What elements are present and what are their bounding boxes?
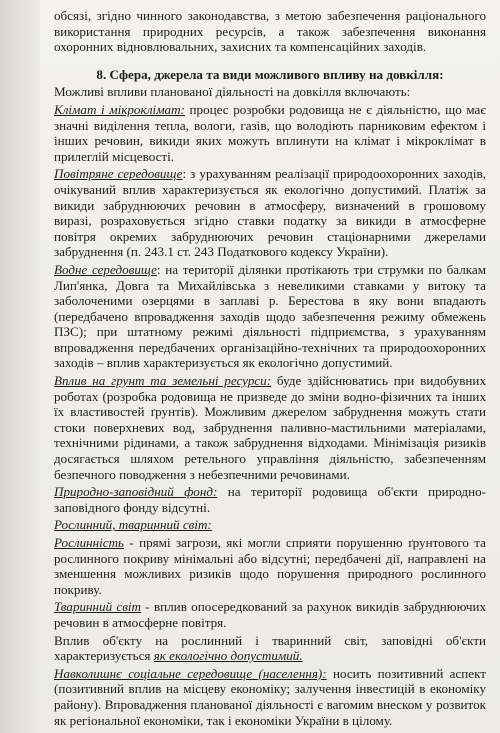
item-term: Повітряне середовище (54, 166, 183, 182)
lead-text: Можливі впливи планованої діяльності на довкілля включають: (54, 84, 411, 100)
item-air (54, 166, 486, 260)
page-fold-shadow (0, 0, 40, 733)
item-term: Рослинність (54, 535, 124, 550)
intro-paragraph: обсязі, згідно чинного законодавства, з метою забезпечення раціонального використання природних ресурсів, а також забезпечення виконання охоронних відновлювальних, захисних та компенсаційних заходів. (54, 8, 486, 55)
item-tail: як екологічно допустимий. (153, 648, 303, 664)
item-text: на території родовища об'єкти природно-заповідного фонду відсутні. (54, 484, 486, 515)
item-text: - прямі загрози, які могли сприяти порушенню ґрунтового та рослинного покриву мінімальні або відсутні; передбачені дії, направлені на зменшення можливих ризиків щодо порушення природного рослинного покриву. (54, 535, 486, 597)
item-term: Клімат і мікроклімат: (54, 101, 185, 117)
section-title: 8. Сфера, джерела та види можливого впливу на довкілля: (96, 66, 444, 82)
item-soil (54, 373, 486, 482)
item-flora-fauna-summary (54, 633, 486, 664)
item-text: Вплив об'єкту на рослинний і тваринний світ, заповідні об'єкти характеризується (54, 632, 486, 664)
item-reserve-fund (54, 484, 486, 515)
item-text: процес розробки родовища не є діяльністю, що має значні виділення тепла, вологи, газів, що володіють парниковим ефектом і інших речовин, викиди яких можуть вплинути на клімат і мікроклімат в прилеглій місцевості. (54, 101, 486, 164)
item-text: : на території ділянки протікають три струмки по балкам Лип'янка, Довга та Михайлівська з невеликими ставками у витоку та заболоченими озерцями в заплаві р. Берестова в яку вони впадають (передбачено впровадження заходів щодо забезпечення режиму обмежень ПЗС); при штатному режимі діяльності підприємства, з урахуванням впровадження передбачених організаційно-технічних та природоохоронних заходів – вплив характеризується як екологічно допустимий. (54, 261, 487, 371)
item-text: - вплив опосередкований за рахунок викидів забруднюючих речовин в атмосферне повітря. (54, 599, 486, 630)
item-water (54, 262, 486, 371)
item-term: Тваринний світ (54, 599, 142, 615)
item-text: : з урахуванням реалізації природоохоронних заходів, очікуваний вплив характеризується як екологічно допустимий. Платіж за викиди забруднюючих речовин в атмосферу, визначений в грошовому виразі, розраховується згідно ставки податку за викиди в атмосферне повітря окремих забруднюючих речовин стаціонарними джерелами забруднення (п. 243.1 ст. 243 Податкового кодексу України). (54, 166, 486, 260)
item-text: буде здійснюватись при видобувних роботах (розробка родовища не призведе до зміни водно-фізичних та інших їх властивостей ґрунтів). Можливим джерелом забруднення можуть стати стоки поверхневих вод, забруднення паливно-мастильними матеріалами, технічними рідинами, а також забруднення відходами. Мінімізація ризиків досягається шляхом ретельного управління діяльністю, забезпеченням безпечного поводження з небезпечними речовинами. (54, 373, 486, 482)
item-social (54, 666, 486, 728)
item-term: Природно-заповідний фонд: (54, 484, 218, 500)
item-text: носить позитивний аспект (позитивний вплив на місцеву економіку; залучення інвестицій в економіку району). Впровадження планованої діяльності є вагомим внеском у розвиток як регіональної економіки, так і економіки України в цілому. (54, 665, 486, 728)
item-term: Водне середовище (54, 261, 157, 277)
item-fauna (54, 599, 486, 630)
item-flora-fauna-heading (54, 517, 486, 533)
item-term: Навколишнє соціальне середовище (населення): (54, 665, 327, 681)
item-climate (54, 102, 486, 164)
item-vegetation (54, 535, 486, 597)
item-term: Рослинний, тваринний світ: (54, 517, 212, 533)
item-term: Вплив на грунт та земельні ресурси: (54, 373, 272, 389)
